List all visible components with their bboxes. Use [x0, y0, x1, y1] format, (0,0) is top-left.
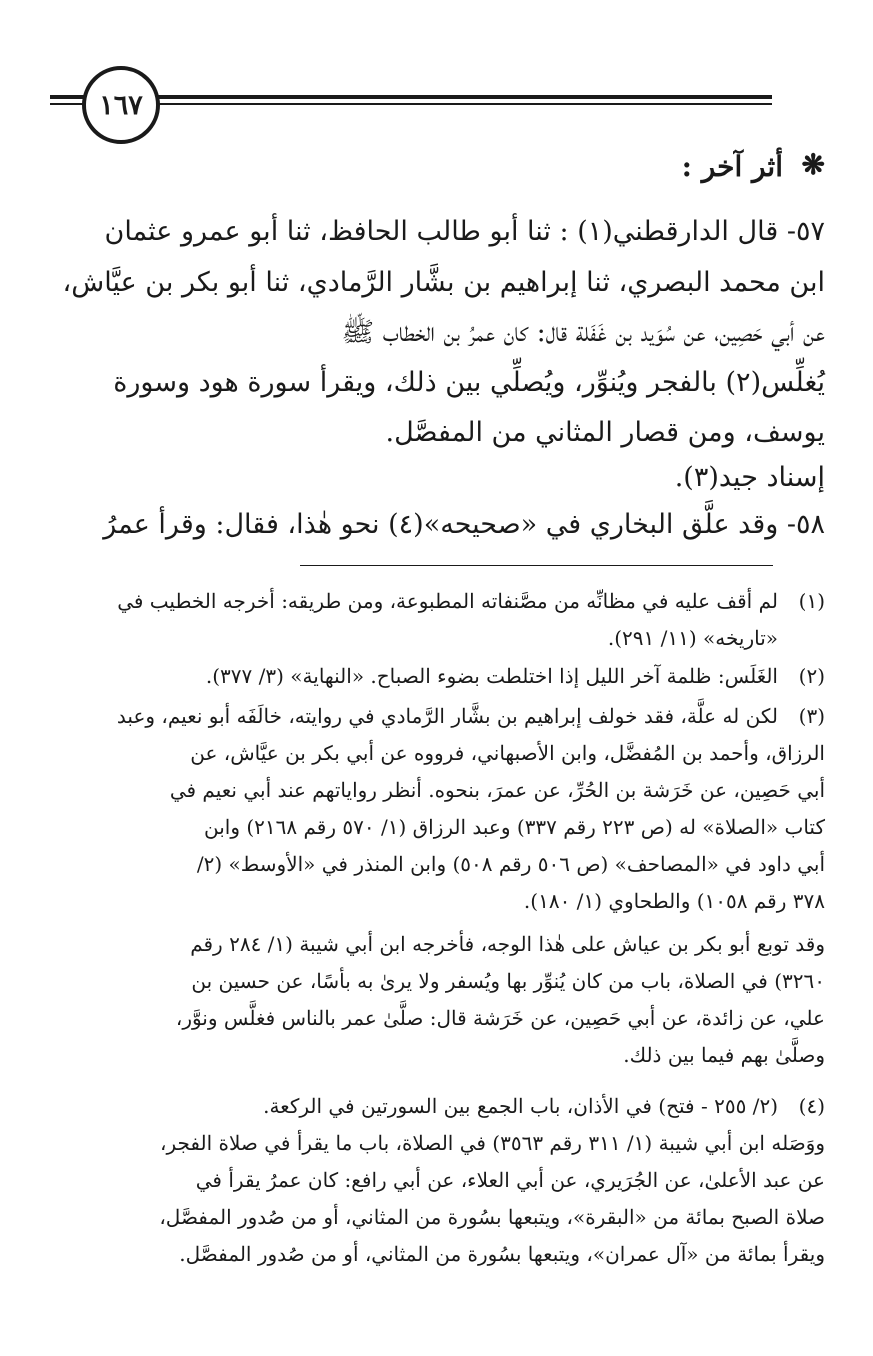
footnote-line: ٣٢٦٠) في الصلاة، باب من كان يُنوِّر بها ويُسفر ولا يرىٰ به بأسًا، عن حسين بن	[191, 969, 825, 993]
footnote-separator	[300, 565, 773, 566]
main-line-5: يوسف، ومن قصار المثاني من المفصَّل.	[385, 417, 825, 448]
footnote-marker-1: (١)	[798, 589, 825, 613]
heading-star-icon: ❋	[801, 148, 825, 181]
main-line-6: إسناد جيد(٣).	[674, 462, 825, 493]
section-heading: أثر آخر :	[681, 150, 783, 183]
footnote-line: لكن له علَّة، فقد خولف إبراهيم بن بشَّار الرَّمادي في روايته، خالَفَه أبو نعيم، وعبد	[116, 704, 778, 728]
footnote-line: كتاب «الصلاة» له (ص ٢٢٣ رقم ٣٣٧) وعبد الرزاق (١/ ٥٧٠ رقم ٢١٦٨) وابن	[203, 815, 825, 839]
footnote-line: «تاريخه» (١١/ ٢٩١).	[607, 626, 778, 650]
footnote-line: (٢/ ٢٥٥ - فتح) في الأذان، باب الجمع بين السورتين في الركعة.	[263, 1094, 778, 1118]
footnote-line: ويقرأ بمائة من «آل عمران»، ويتبعها بسُورة من المثاني، أو من صُدور المفصَّل.	[179, 1242, 825, 1266]
footnote-line: الرزاق، وأحمد بن المُفضَّل، وابن الأصبهاني، فرووه عن أبي بكر بن عيَّاش، عن	[190, 741, 825, 765]
footnote-marker-4: (٤)	[798, 1094, 825, 1118]
main-line-1: ٥٧- قال الدارقطني(١) : ثنا أبو طالب الحافظ، ثنا أبو عمرو عثمان	[104, 216, 825, 247]
footnote-line: وقد توبع أبو بكر بن عياش على هٰذا الوجه، فأخرجه ابن أبي شيبة (١/ ٢٨٤ رقم	[190, 932, 825, 956]
footnote-line: صلاة الصبح بمائة من «البقرة»، ويتبعها بسُورة من المثاني، أو من صُدور المفصَّل،	[159, 1205, 825, 1229]
main-line-2: ابن محمد البصري، ثنا إبراهيم بن بشَّار الرَّمادي، ثنا أبو بكر بن عيَّاش،	[62, 267, 825, 298]
footnote-line: أبي داود في «المصاحف» (ص ٥٠٦ رقم ٥٠٨) وابن المنذر في «الأوسط» (٢/	[196, 852, 825, 876]
main-line-4: يُغلِّس(٢) بالفجر ويُنوِّر، ويُصلِّي بين ذلك، ويقرأ سورة هود وسورة	[113, 367, 825, 398]
footnote-line: ٣٧٨ رقم ١٠٥٨) والطحاوي (١/ ١٨٠).	[523, 889, 825, 913]
footnote-line: وصلَّىٰ بهم فيما بين ذلك.	[623, 1043, 825, 1067]
footnote-line: الغَلَس: ظلمة آخر الليل إذا اختلطت بضوء الصباح. «النهاية» (٣/ ٣٧٧).	[205, 664, 778, 688]
footnote-marker-3: (٣)	[798, 704, 825, 728]
footnote-line: علي، عن زائدة، عن أبي حَصِين، عن خَرَشة قال: صلَّىٰ عمر بالناس فغلَّس ونوَّر،	[175, 1006, 825, 1030]
footnote-line: أبي حَصِين، عن خَرَشة بن الحُرِّ، عن عمرَ، بنحوه. أنظر رواياتهم عند أبي نعيم في	[169, 778, 825, 802]
footnote-line: لم أقف عليه في مظانِّه من مصَّنفاته المطبوعة، ومن طريقه: أخرجه الخطيب في	[117, 589, 778, 613]
page-number: ١٦٧	[82, 66, 160, 144]
main-line-7: ٥٨- وقد علَّق البخاري في «صحيحه»(٤) نحو هٰذا، فقال: وقرأ عمرُ	[103, 509, 825, 540]
footnote-marker-2: (٢)	[798, 664, 825, 688]
main-line-3: عن أبي حَصِين، عن سُوَيد بن غَفَلة قال: كان عمرُ بن الخطاب ﷺ	[341, 317, 825, 348]
footnote-line: ووَصَله ابن أبي شيبة (١/ ٣١١ رقم ٣٥٦٣) في الصلاة، باب ما يقرأ في صلاة الفجر،	[159, 1131, 825, 1155]
footnote-line: عن عبد الأعلىٰ، عن الجُرَيري، عن أبي العلاء، عن أبي رافع: كان عمرُ يقرأ في	[195, 1168, 825, 1192]
